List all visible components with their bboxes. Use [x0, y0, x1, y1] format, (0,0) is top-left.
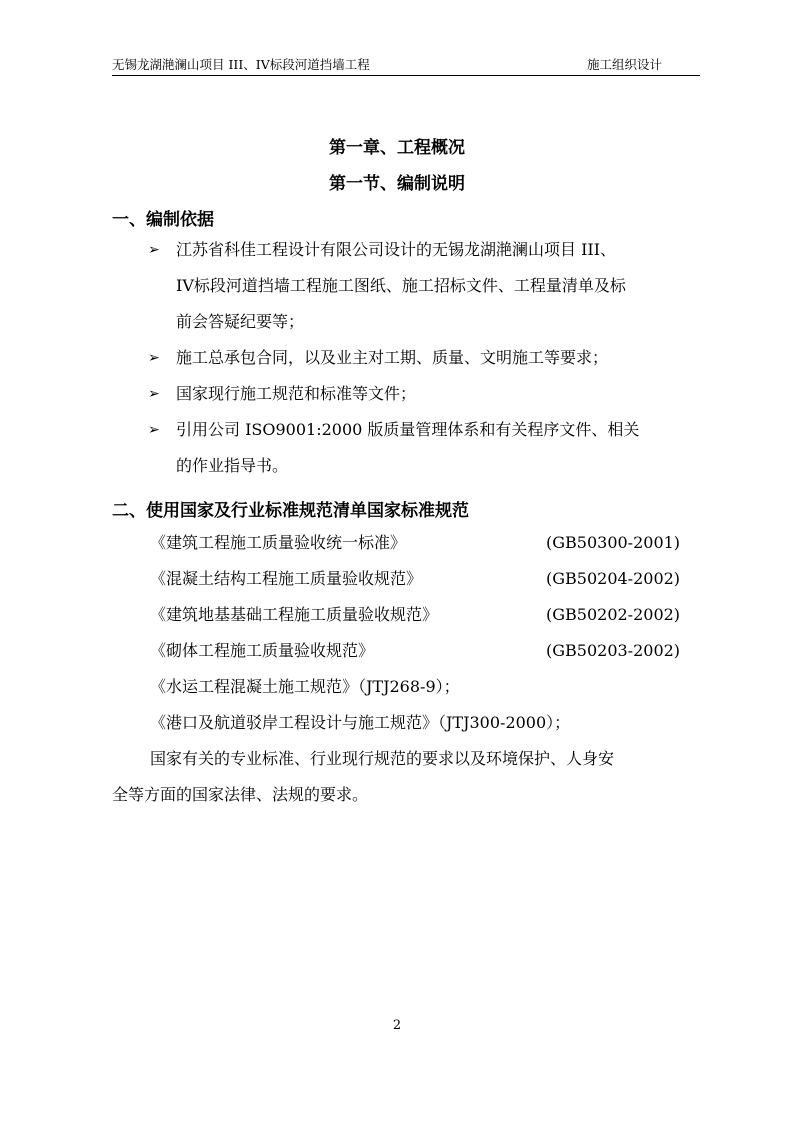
bullet-arrow-icon: ➢ [148, 242, 160, 258]
heading-basis: 一、编制依据 [112, 210, 214, 230]
bullet-item-contract [148, 340, 708, 376]
standard-code: (GB50203-2002) [546, 641, 681, 660]
standard-code: (GB50300-2001) [546, 533, 681, 552]
standard-row [150, 597, 690, 633]
page-header [112, 55, 700, 76]
bullet-item-iso [148, 412, 708, 484]
bullet-line: 国家现行施工规范和标准等文件； [176, 384, 417, 403]
bullet-line: 的作业指导书。 [176, 456, 289, 475]
chapter-title: 第一章、工程概况 [329, 138, 465, 158]
bullet-item-design-docs [148, 232, 708, 340]
standard-name: 《建筑工程施工质量验收统一标准》 [150, 533, 407, 552]
standard-name: 《混凝土结构工程施工质量验收规范》 [150, 569, 423, 588]
bullet-arrow-icon: ➢ [148, 422, 160, 438]
standard-row [150, 705, 690, 741]
closing-line-2: 全等方面的国家法律、法规的要求。 [112, 785, 369, 804]
heading-standards: 二、使用国家及行业标准规范清单国家标准规范 [112, 501, 469, 521]
bullet-line: 前会答疑纪要等； [176, 312, 305, 331]
bullet-item-national-specs [148, 376, 708, 412]
standard-row [150, 561, 690, 597]
standard-name: 《建筑地基基础工程施工质量验收规范》 [150, 605, 439, 624]
closing-line-1: 国家有关的专业标准、行业现行规范的要求以及环境保护、人身安 [150, 749, 615, 768]
bullet-arrow-icon: ➢ [148, 386, 160, 402]
section-title: 第一节、编制说明 [329, 174, 465, 194]
bullet-arrow-icon: ➢ [148, 350, 160, 366]
header-project-title: 无锡龙湖滟澜山项目 III、IV标段河道挡墙工程 [112, 57, 370, 72]
bullet-line: IV标段河道挡墙工程施工图纸、施工招标文件、工程量清单及标 [176, 276, 626, 295]
standard-code: (GB50204-2002) [546, 569, 681, 588]
standard-code: (GB50202-2002) [546, 605, 681, 624]
header-doc-type: 施工组织设计 [586, 57, 662, 72]
standard-row [150, 525, 690, 561]
standard-name: 《砌体工程施工质量验收规范》 [150, 641, 375, 660]
bullet-line: 施工总承包合同，以及业主对工期、质量、文明施工等要求； [176, 348, 609, 367]
bullet-line: 引用公司 ISO9001:2000 版质量管理体系和有关程序文件、相关 [176, 420, 640, 439]
standard-name: 《港口及航道驳岸工程设计与施工规范》（JTJ300-2000）； [150, 713, 571, 732]
standard-row [150, 633, 690, 669]
bullet-line: 江苏省科佳工程设计有限公司设计的无锡龙湖滟澜山项目 III、 [176, 240, 617, 259]
page-number: 2 [392, 1018, 402, 1033]
standard-row [150, 669, 690, 705]
standard-name: 《水运工程混凝土施工规范》（JTJ268-9）； [150, 677, 460, 696]
